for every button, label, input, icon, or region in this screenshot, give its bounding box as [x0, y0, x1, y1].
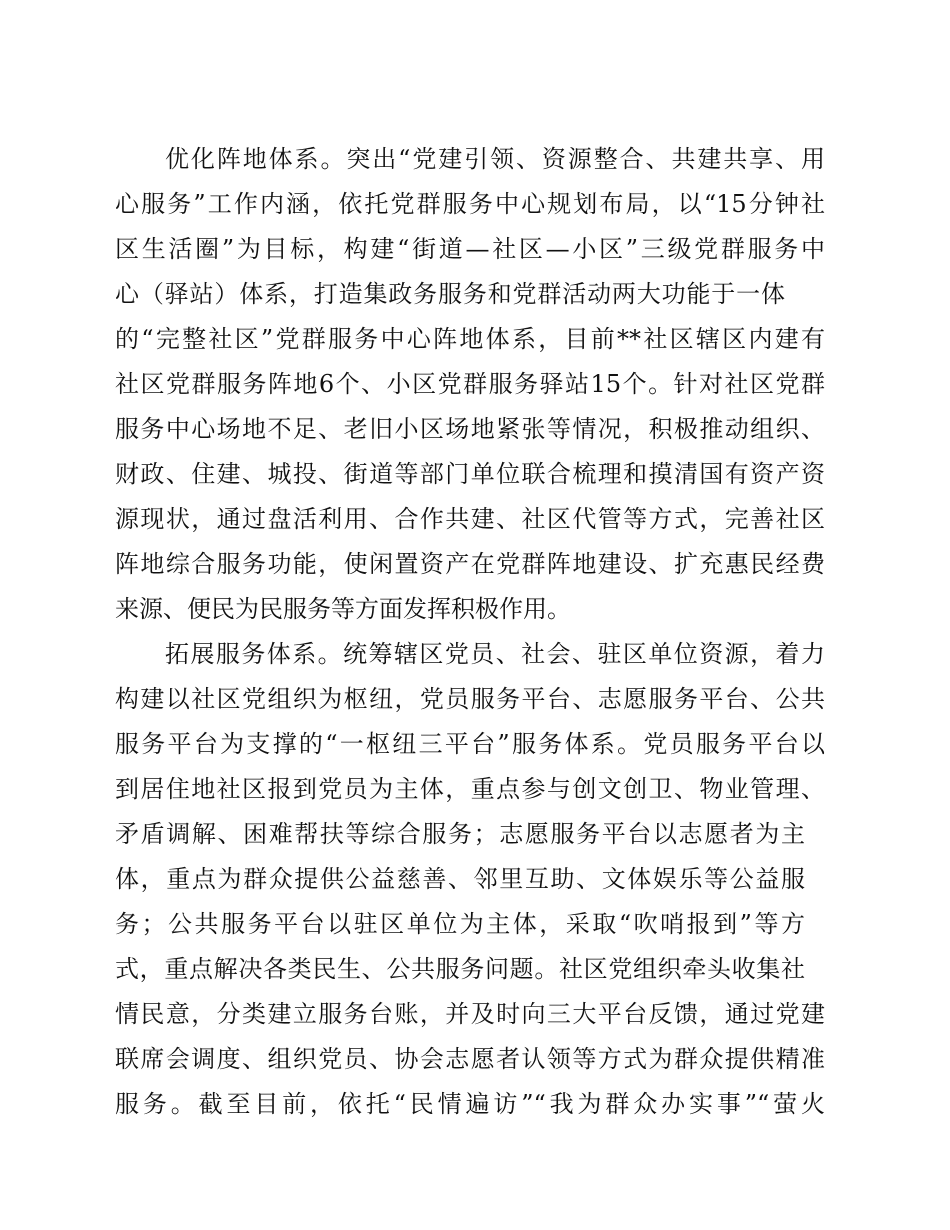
paragraph-1-line-9: 源现状，通过盘活利用、合作共建、社区代管等方式，完善社区: [115, 505, 825, 533]
paragraph-2-line-10: 联席会调度、组织党员、协会志愿者认领等方式为群众提供精准: [115, 1045, 825, 1073]
paragraph-2-line-9: 情民意，分类建立服务台账，并及时向三大平台反馈，通过党建: [115, 1000, 825, 1028]
paragraph-1-line-4: 心（驿站）体系，打造集政务服务和党群活动两大功能于一体: [115, 280, 785, 308]
paragraph-1-line-10: 阵地综合服务功能，使闲置资产在党群阵地建设、扩充惠民经费: [115, 550, 825, 578]
paragraph-1-line-1: 优化阵地体系。突出“党建引领、资源整合、共建共享、用: [165, 145, 825, 173]
paragraph-1-line-5: 的“完整社区”党群服务中心阵地体系，目前**社区辖区内建有: [115, 325, 825, 353]
paragraph-2-line-4: 到居住地社区报到党员为主体，重点参与创文创卫、物业管理、: [115, 775, 825, 803]
paragraph-2-line-2: 构建以社区党组织为枢纽，党员服务平台、志愿服务平台、公共: [115, 685, 825, 713]
paragraph-2-line-1: 拓展服务体系。统筹辖区党员、社会、驻区单位资源，着力: [165, 640, 825, 668]
paragraph-1-line-2: 心服务”工作内涵，依托党群服务中心规划布局，以“15分钟社: [115, 190, 825, 218]
paragraph-2-line-3: 服务平台为支撑的“一枢纽三平台”服务体系。党员服务平台以: [115, 730, 825, 758]
paragraph-2-line-7: 务；公共服务平台以驻区单位为主体，采取“吹哨报到”等方: [115, 910, 805, 938]
paragraph-2-line-6: 体，重点为群众提供公益慈善、邻里互助、文体娱乐等公益服: [115, 865, 805, 893]
paragraph-1-line-8: 财政、住建、城投、街道等部门单位联合梳理和摸清国有资产资: [115, 460, 825, 488]
paragraph-2-line-5: 矛盾调解、困难帮扶等综合服务；志愿服务平台以志愿者为主: [115, 820, 805, 848]
paragraph-1-line-6: 社区党群服务阵地6个、小区党群服务驿站15个。针对社区党群: [115, 370, 825, 398]
paragraph-2-line-11: 服务。截至目前，依托“民情遍访”“我为群众办实事”“萤火: [115, 1090, 825, 1118]
paragraph-2-line-8: 式，重点解决各类民生、公共服务问题。社区党组织牵头收集社: [115, 955, 805, 983]
paragraph-1-line-11: 来源、便民为民服务等方面发挥积极作用。: [115, 595, 571, 623]
paragraph-1-line-3: 区生活圈”为目标，构建“街道—社区—小区”三级党群服务中: [115, 235, 825, 263]
paragraph-1-line-7: 服务中心场地不足、老旧小区场地紧张等情况，积极推动组织、: [115, 415, 825, 443]
